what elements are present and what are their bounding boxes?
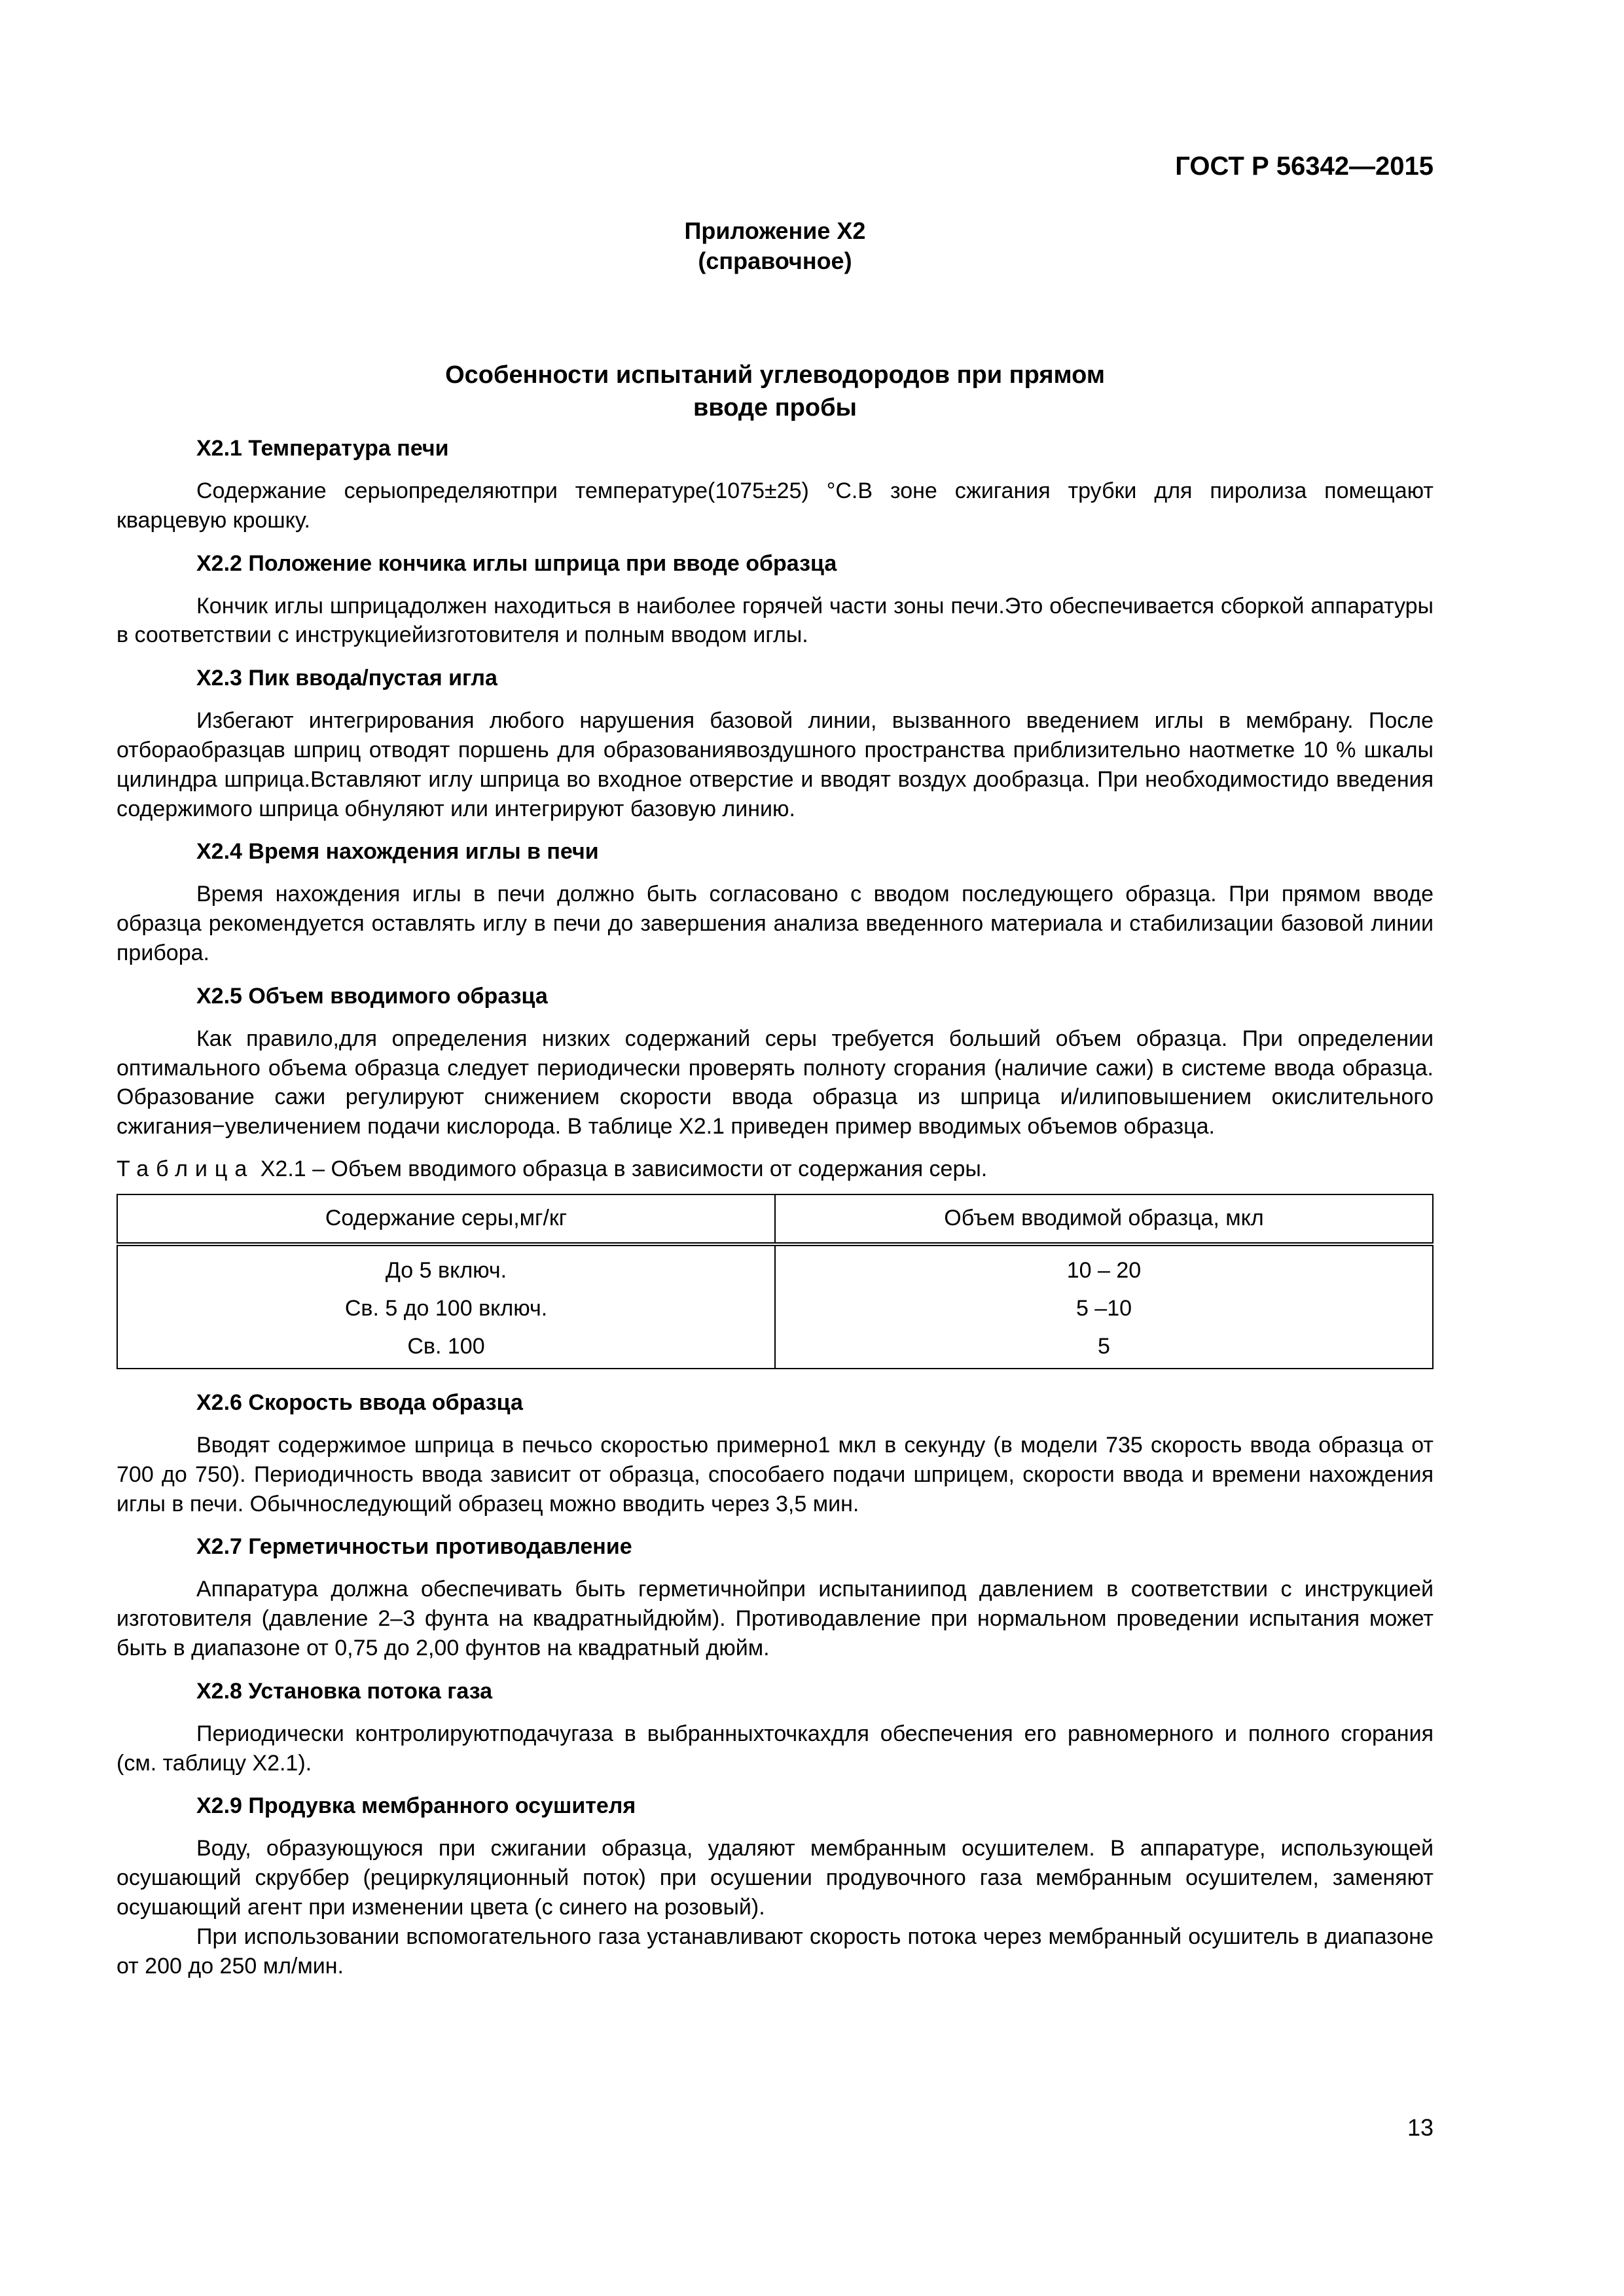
section-text-x2-5: Как правило,для определения низких содержаний серы требуется больший объем образца. При определении оптимального объема образца следует периодически проверять полноту сгорания (наличие сажи) в системе ввода образца. Образование сажи регулируют снижением скорости ввода образца из шприца и/илиповышением окислительного сжигания−увеличением подачи кислорода. В таблице Х2.1 приведен пример вводимых объемов образца. <box>117 1026 1434 1139</box>
section-text-x2-9: Воду, образующуюся при сжигании образца, удаляют мембранным осушителем. В аппаратуре, использующей осушающий скруббер (рециркуляционный поток) при осушении продувочного газа мембранным осушителем, заменяют осушающий агент при изменении цвета (с синего на розовый). <box>117 1836 1434 1920</box>
page-number: 13 <box>1407 2114 1434 2141</box>
document-body <box>117 433 1434 1994</box>
section-heading-x2-9: Х2.9 Продувка мембранного осушителя <box>196 1793 636 1819</box>
section-heading-x2-8: Х2.8 Установка потока газа <box>196 1678 493 1704</box>
appendix-type: (справочное) <box>698 247 852 274</box>
section-text-x2-1: Содержание серыопределяютпри температуре(1075±25) °С.В зоне сжигания трубки для пиролиза помещают кварцевую крошку. <box>117 478 1434 533</box>
sample-volume-table <box>117 1194 1434 1369</box>
appendix-heading <box>117 216 1434 276</box>
section-heading-x2-3: Х2.3 Пик ввода/пустая игла <box>196 666 497 691</box>
title-line-1: Особенности испытаний углеводородов при прямом <box>445 361 1105 389</box>
section-heading-x2-2: Х2.2 Положение кончика иглы шприца при вводе образца <box>196 550 837 576</box>
table-row <box>117 1290 1433 1328</box>
table-header-sulfur-content: Содержание серы,мг/кг <box>117 1194 775 1244</box>
table-cell-sulfur-content: До 5 включ. <box>117 1244 775 1290</box>
table-row <box>117 1244 1433 1290</box>
table-cell-sample-volume: 5 <box>775 1328 1433 1369</box>
section-heading-x2-6: Х2.6 Скорость ввода образца <box>196 1390 523 1415</box>
table-caption-word: Таблица <box>117 1156 255 1181</box>
table-caption-text: Х2.1 – Объем вводимого образца в зависимости от содержания серы. <box>254 1156 988 1181</box>
section-text-x2-3: Избегают интегрирования любого нарушения базовой линии, вызванного введением иглы в мембрану. После отбораобразцав шприц отводят поршень для образованиявоздушного пространства приблизительно наотметке 10 % шкалы цилиндра шприца.Вставляют иглу шприца во входное отверстие и вводят воздух дообразца. При необходимостидо введения содержимого шприца обнуляют или интегрируют базовую линию. <box>117 708 1434 821</box>
table-header-sample-volume: Объем вводимой образца, мкл <box>775 1194 1433 1244</box>
table-cell-sample-volume: 10 – 20 <box>775 1244 1433 1290</box>
table-cell-sample-volume: 5 –10 <box>775 1290 1433 1328</box>
title-line-2: вводе пробы <box>693 394 857 422</box>
section-text-x2-6: Вводят содержимое шприца в печьсо скоростью примерно1 мкл в секунду (в модели 735 скорость ввода образца от 700 до 750). Периодичность ввода зависит от образца, способаего подачи шприцем, скорости ввода и времени нахождения иглы в печи. Обычноследующий образец можно вводить через 3,5 мин. <box>117 1432 1434 1516</box>
table-row <box>117 1328 1433 1369</box>
table-cell-sulfur-content: Св. 5 до 100 включ. <box>117 1290 775 1328</box>
section-text-x2-9-continued: При использовании вспомогательного газа устанавливают скорость потока через мембранный осушитель в диапазоне от 200 до 250 мл/мин. <box>117 1924 1434 1979</box>
section-heading-x2-5: Х2.5 Объем вводимого образца <box>196 983 548 1009</box>
section-text-x2-4: Время нахождения иглы в печи должно быть согласовано с вводом последующего образца. При прямом вводе образца рекомендуется оставлять иглу в печи до завершения анализа введенного материала и стабилизации базовой линии прибора. <box>117 882 1434 965</box>
table-caption <box>117 1155 1434 1183</box>
section-text-x2-2: Кончик иглы шприцадолжен находиться в наиболее горячей части зоны печи.Это обеспечивается сборкой аппаратуры в соответствии с инструкциейизготовителя и полным вводом иглы. <box>117 593 1434 648</box>
appendix-title <box>117 359 1434 424</box>
document-code: ГОСТ Р 56342—2015 <box>1175 152 1434 181</box>
section-heading-x2-4: Х2.4 Время нахождения иглы в печи <box>196 839 599 865</box>
section-text-x2-7: Аппаратура должна обеспечивать быть герметичнойпри испытаниипод давлением в соответствии с инструкцией изготовителя (давление 2–3 фунта на квадратныйдюйм). Противодавление при нормальном проведении испытания может быть в диапазоне от 0,75 до 2,00 фунтов на квадратный дюйм. <box>117 1577 1434 1660</box>
table-header-row <box>117 1194 1433 1244</box>
section-text-x2-8: Периодически контролируютподачугаза в выбранныхточкахдля обеспечения его равномерного и полного сгорания (см. таблицу Х2.1). <box>117 1721 1434 1776</box>
appendix-label: Приложение Х2 <box>684 217 866 244</box>
table-cell-sulfur-content: Св. 100 <box>117 1328 775 1369</box>
section-heading-x2-7: Х2.7 Герметичностьи противодавление <box>196 1534 632 1560</box>
section-heading-x2-1: Х2.1 Температура печи <box>196 436 449 461</box>
